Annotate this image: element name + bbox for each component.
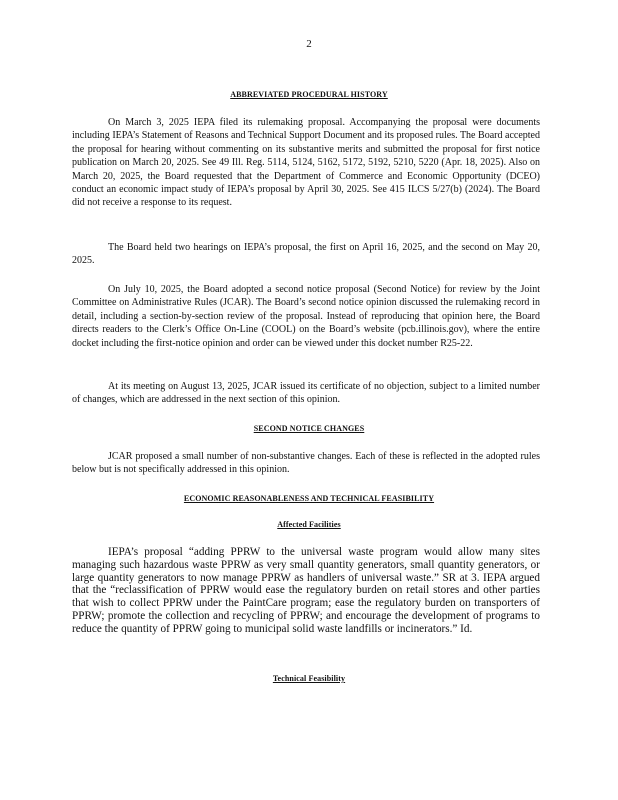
paragraph-hearings: The Board held two hearings on IEPA’s proposal, the first on April 16, 2025, and the second on May 20, 2025.: [72, 242, 540, 267]
paragraph-iepa-proposal: IEPA’s proposal “adding PPRW to the universal waste program would allow many sites managing such hazardous waste PPRW as very small quantity generators, small quantity generators, or large quantity generators to now manage PPRW as handlers of universal waste.” SR at 3. IEPA argued that the “reclassification of PPRW would ease the regulatory burden on retail stores and other parties that wish to collect PPRW under the PaintCare program; ease the regulatory burden on transporters of PPRW; promote the collection and recycling of PPRW; and encourage the development of programs to reduce the quantity of PPRW going to municipal solid waste landfills or incinerators.” Id.: [72, 546, 540, 635]
heading-text: ECONOMIC REASONABLENESS AND TECHNICAL FEASIBILITY: [183, 494, 435, 503]
heading-text: SECOND NOTICE CHANGES: [253, 424, 365, 433]
heading-economic-technical: [0, 494, 618, 503]
heading-technical-feasibility: [0, 674, 618, 683]
paragraph-jcar-certificate: At its meeting on August 13, 2025, JCAR issued its certificate of no objection, subject to a limited number of changes, which are addressed in the next section of this opinion.: [72, 381, 540, 406]
heading-second-notice-changes: [0, 424, 618, 433]
heading-affected-facilities: [0, 520, 618, 529]
paragraph-jcar-changes: JCAR proposed a small number of non-substantive changes. Each of these is reflected in the adopted rules below but is not specifically addressed in this opinion.: [72, 451, 540, 476]
paragraph-second-notice: On July 10, 2025, the Board adopted a second notice proposal (Second Notice) for review by the Joint Committee on Administrative Rules (JCAR). The Board’s second notice opinion discussed the rulemaking record in detail, including a section-by-section review of the proposal. Instead of reproducing that opinion here, the Board directs readers to the Clerk’s Office On-Line (COOL) on the Board’s website (pcb.illinois.gov), where the entire docket including the first-notice opinion and order can be viewed under this docket number R25-22.: [72, 284, 540, 349]
page-number: 2: [306, 38, 312, 50]
paragraph-march-filing: On March 3, 2025 IEPA filed its rulemaking proposal. Accompanying the proposal were documents including IEPA’s Statement of Reasons and Technical Support Document and its proposed rules. The Board accepted the proposal for hearing without commenting on its substantive merits and submitted the proposal for first notice publication on March 20, 2025. See 49 Ill. Reg. 5114, 5124, 5162, 5172, 5192, 5210, 5220 (Apr. 18, 2025). Also on March 20, 2025, the Board requested that the Department of Commerce and Economic Opportunity (DCEO) conduct an economic impact study of IEPA’s proposal by April 30, 2025. See 415 ILCS 5/27(b) (2024). The Board did not receive a response to its request.: [72, 117, 540, 209]
heading-text: Technical Feasibility: [272, 674, 346, 683]
heading-text: ABBREVIATED PROCEDURAL HISTORY: [230, 90, 388, 99]
heading-text: Affected Facilities: [277, 520, 341, 529]
heading-procedural-history: [0, 90, 618, 99]
